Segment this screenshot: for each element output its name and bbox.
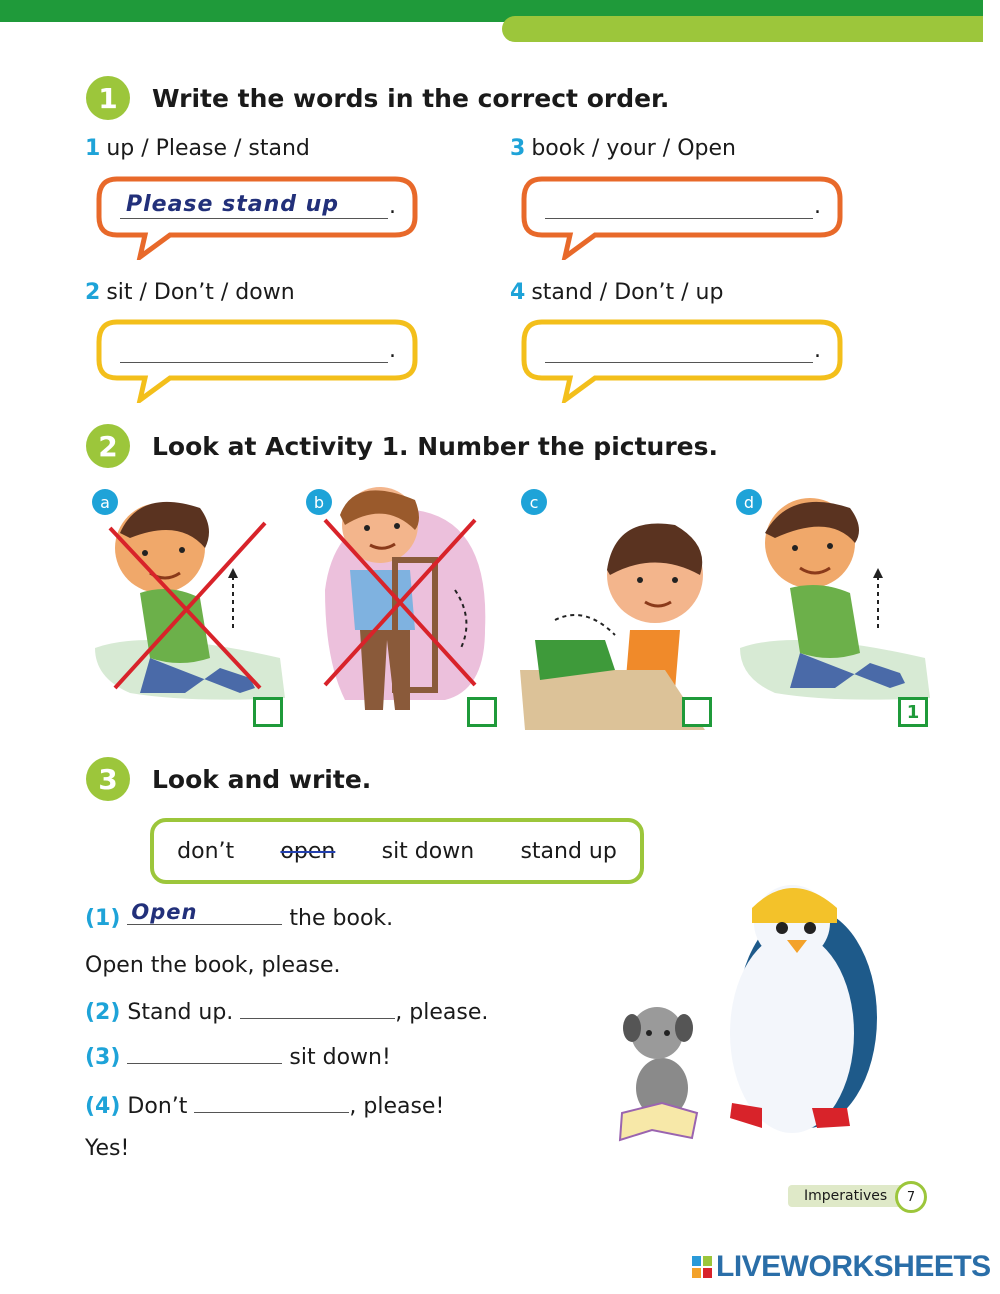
sentence-4-text-before: Don’t: [127, 1094, 188, 1119]
item-1: [85, 136, 310, 161]
topic-label: Imperatives: [788, 1185, 906, 1207]
item-4: [510, 280, 723, 305]
picture-d-answer-box[interactable]: 1: [898, 697, 928, 727]
sentence-1-answer: Open: [131, 900, 198, 924]
sentence-2-text-after: , please.: [395, 1000, 489, 1025]
item-3-words: book / your / Open: [531, 136, 736, 161]
period: .: [814, 338, 821, 363]
sentence-reply-1: Open the book, please.: [85, 953, 341, 978]
picture-c-label: c: [521, 489, 547, 515]
liveworksheets-logo-icon: [692, 1256, 712, 1278]
picture-a-answer-box[interactable]: [253, 697, 283, 727]
item-2-number: 2: [85, 280, 101, 305]
picture-c-answer-box[interactable]: [682, 697, 712, 727]
item-2-words: sit / Don’t / down: [106, 280, 295, 305]
sentence-4-blank[interactable]: [194, 1092, 349, 1113]
word-bank-item: sit down: [381, 838, 475, 864]
sentence-3-text: sit down!: [289, 1045, 391, 1070]
period: .: [389, 194, 396, 219]
answer-field-2[interactable]: [120, 338, 388, 363]
picture-a-illustration: [90, 488, 290, 728]
item-1-number: 1: [85, 136, 101, 161]
period: .: [814, 194, 821, 219]
sentence-4-text-after: , please!: [349, 1094, 445, 1119]
page-number: 7: [895, 1181, 927, 1213]
sentence-4-number: (4): [85, 1094, 121, 1119]
sentence-4: [85, 1092, 444, 1119]
word-bank-item: don’t: [177, 838, 235, 864]
penguin-and-dog-illustration: [612, 868, 882, 1148]
picture-b-label: b: [306, 489, 332, 515]
sentence-2-text-before: Stand up.: [127, 1000, 234, 1025]
sentence-reply-4: Yes!: [85, 1136, 130, 1161]
sentence-1: [85, 900, 394, 931]
answer-1-text: Please stand up: [126, 192, 340, 217]
word-bank-item-used: open: [280, 838, 336, 864]
item-4-words: stand / Don’t / up: [531, 280, 724, 305]
sentence-3-number: (3): [85, 1045, 121, 1070]
brand-name[interactable]: LIVEWORKSHEETS: [716, 1250, 991, 1283]
sentence-3: [85, 1043, 391, 1070]
top-banner-accent: [502, 16, 983, 42]
item-1-words: up / Please / stand: [106, 136, 310, 161]
item-4-number: 4: [510, 280, 526, 305]
period: .: [389, 338, 396, 363]
picture-d-label: d: [736, 489, 762, 515]
section-3-number: 3: [86, 757, 130, 801]
sentence-2-number: (2): [85, 1000, 121, 1025]
sentence-3-blank[interactable]: [127, 1043, 282, 1064]
answer-field-3[interactable]: [545, 194, 813, 219]
answer-field-1[interactable]: [120, 194, 388, 219]
item-3: [510, 136, 736, 161]
section-2-title: Look at Activity 1. Number the pictures.: [152, 432, 718, 461]
picture-b-illustration: [305, 480, 505, 725]
answer-field-4[interactable]: [545, 338, 813, 363]
sentence-1-text: the book.: [289, 906, 394, 931]
sentence-2-blank[interactable]: [240, 998, 395, 1019]
item-2: [85, 280, 295, 305]
sentence-1-number: (1): [85, 906, 121, 931]
section-1-title: Write the words in the correct order.: [152, 84, 670, 113]
word-bank: [150, 818, 644, 884]
sentence-1-blank[interactable]: [127, 900, 282, 925]
item-3-number: 3: [510, 136, 526, 161]
picture-b-answer-box[interactable]: [467, 697, 497, 727]
word-bank-item: stand up: [520, 838, 617, 864]
section-2-number: 2: [86, 424, 130, 468]
sentence-2: [85, 998, 488, 1025]
section-3-title: Look and write.: [152, 765, 372, 794]
picture-a-label: a: [92, 489, 118, 515]
picture-d-illustration: [735, 488, 935, 728]
section-1-number: 1: [86, 76, 130, 120]
